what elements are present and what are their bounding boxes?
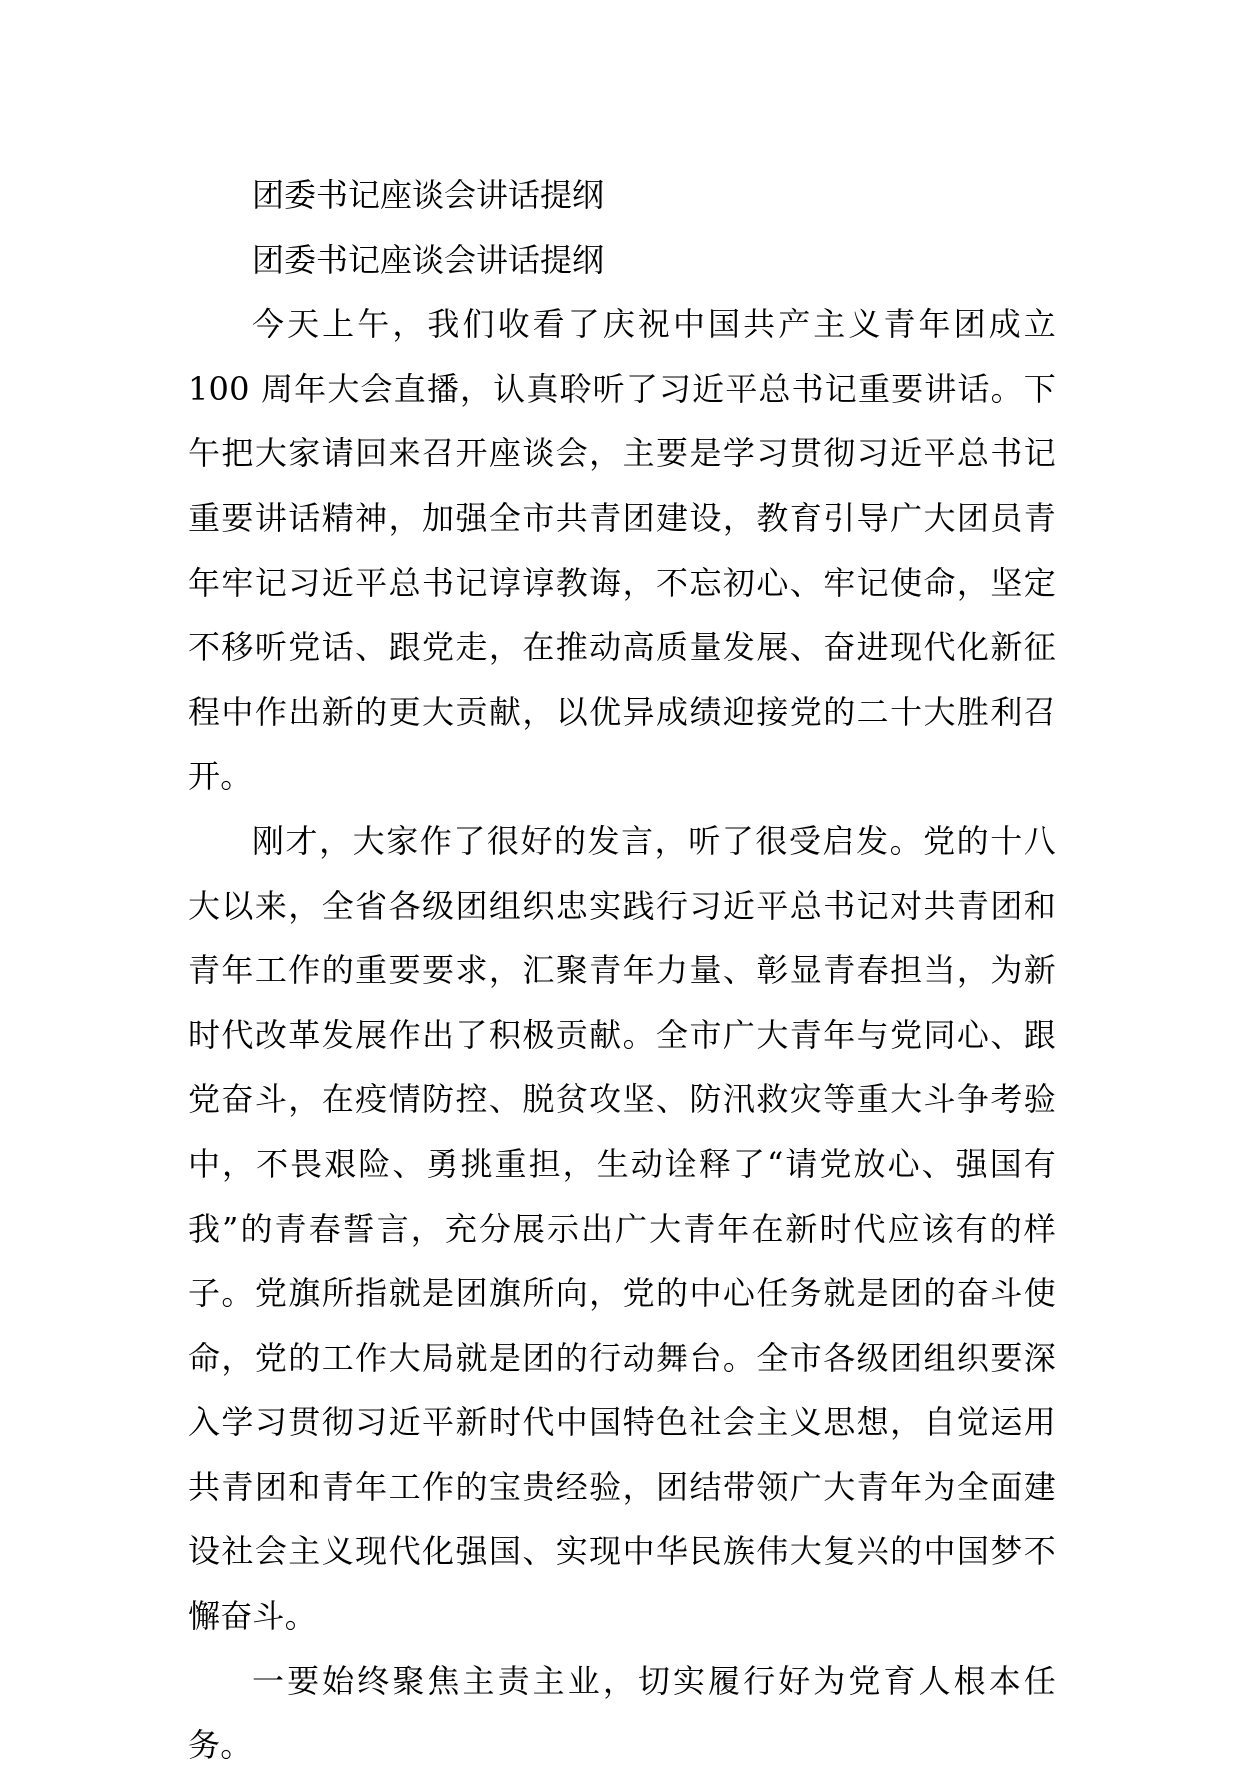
document-body: [188, 163, 1056, 1778]
paragraph-2: 刚才，大家作了很好的发言，听了很受启发。党的十八大以来，全省各级团组织忠实践行习近平总书记对共青团和青年工作的重要要求，汇聚青年力量、彰显青春担当，为新时代改革发展作出了积极贡献。全市广大青年与党同心、跟党奋斗，在疫情防控、脱贫攻坚、防汛救灾等重大斗争考验中，不畏艰险、勇挑重担，生动诠释了“请党放心、强国有我”的青春誓言，充分展示出广大青年在新时代应该有的样子。党旗所指就是团旗所向，党的中心任务就是团的奋斗使命，党的工作大局就是团的行动舞台。全市各级团组织要深入学习贯彻习近平新时代中国特色社会主义思想，自觉运用共青团和青年工作的宝贵经验，团结带领广大青年为全面建设社会主义现代化强国、实现中华民族伟大复兴的中国梦不懈奋斗。: [188, 821, 1056, 1636]
document-title: 团委书记座谈会讲话提纲: [252, 176, 605, 214]
paragraph-1: 今天上午，我们收看了庆祝中国共产主义青年团成立 100 周年大会直播，认真聆听了习近平总书记重要讲话。下午把大家请回来召开座谈会，主要是学习贯彻习近平总书记重要讲话精神，加强全市共青团建设，教育引导广大团员青年牢记习近平总书记谆谆教诲，不忘初心、牢记使命，坚定不移听党话、跟党走，在推动高质量发展、奋进现代化新征程中作出新的更大贡献，以优异成绩迎接党的二十大胜利召开。: [188, 305, 1056, 796]
paragraph-3: 一要始终聚焦主责主业，切实履行好为党育人根本任务。: [188, 1661, 1056, 1765]
document-subtitle: 团委书记座谈会讲话提纲: [252, 240, 605, 279]
